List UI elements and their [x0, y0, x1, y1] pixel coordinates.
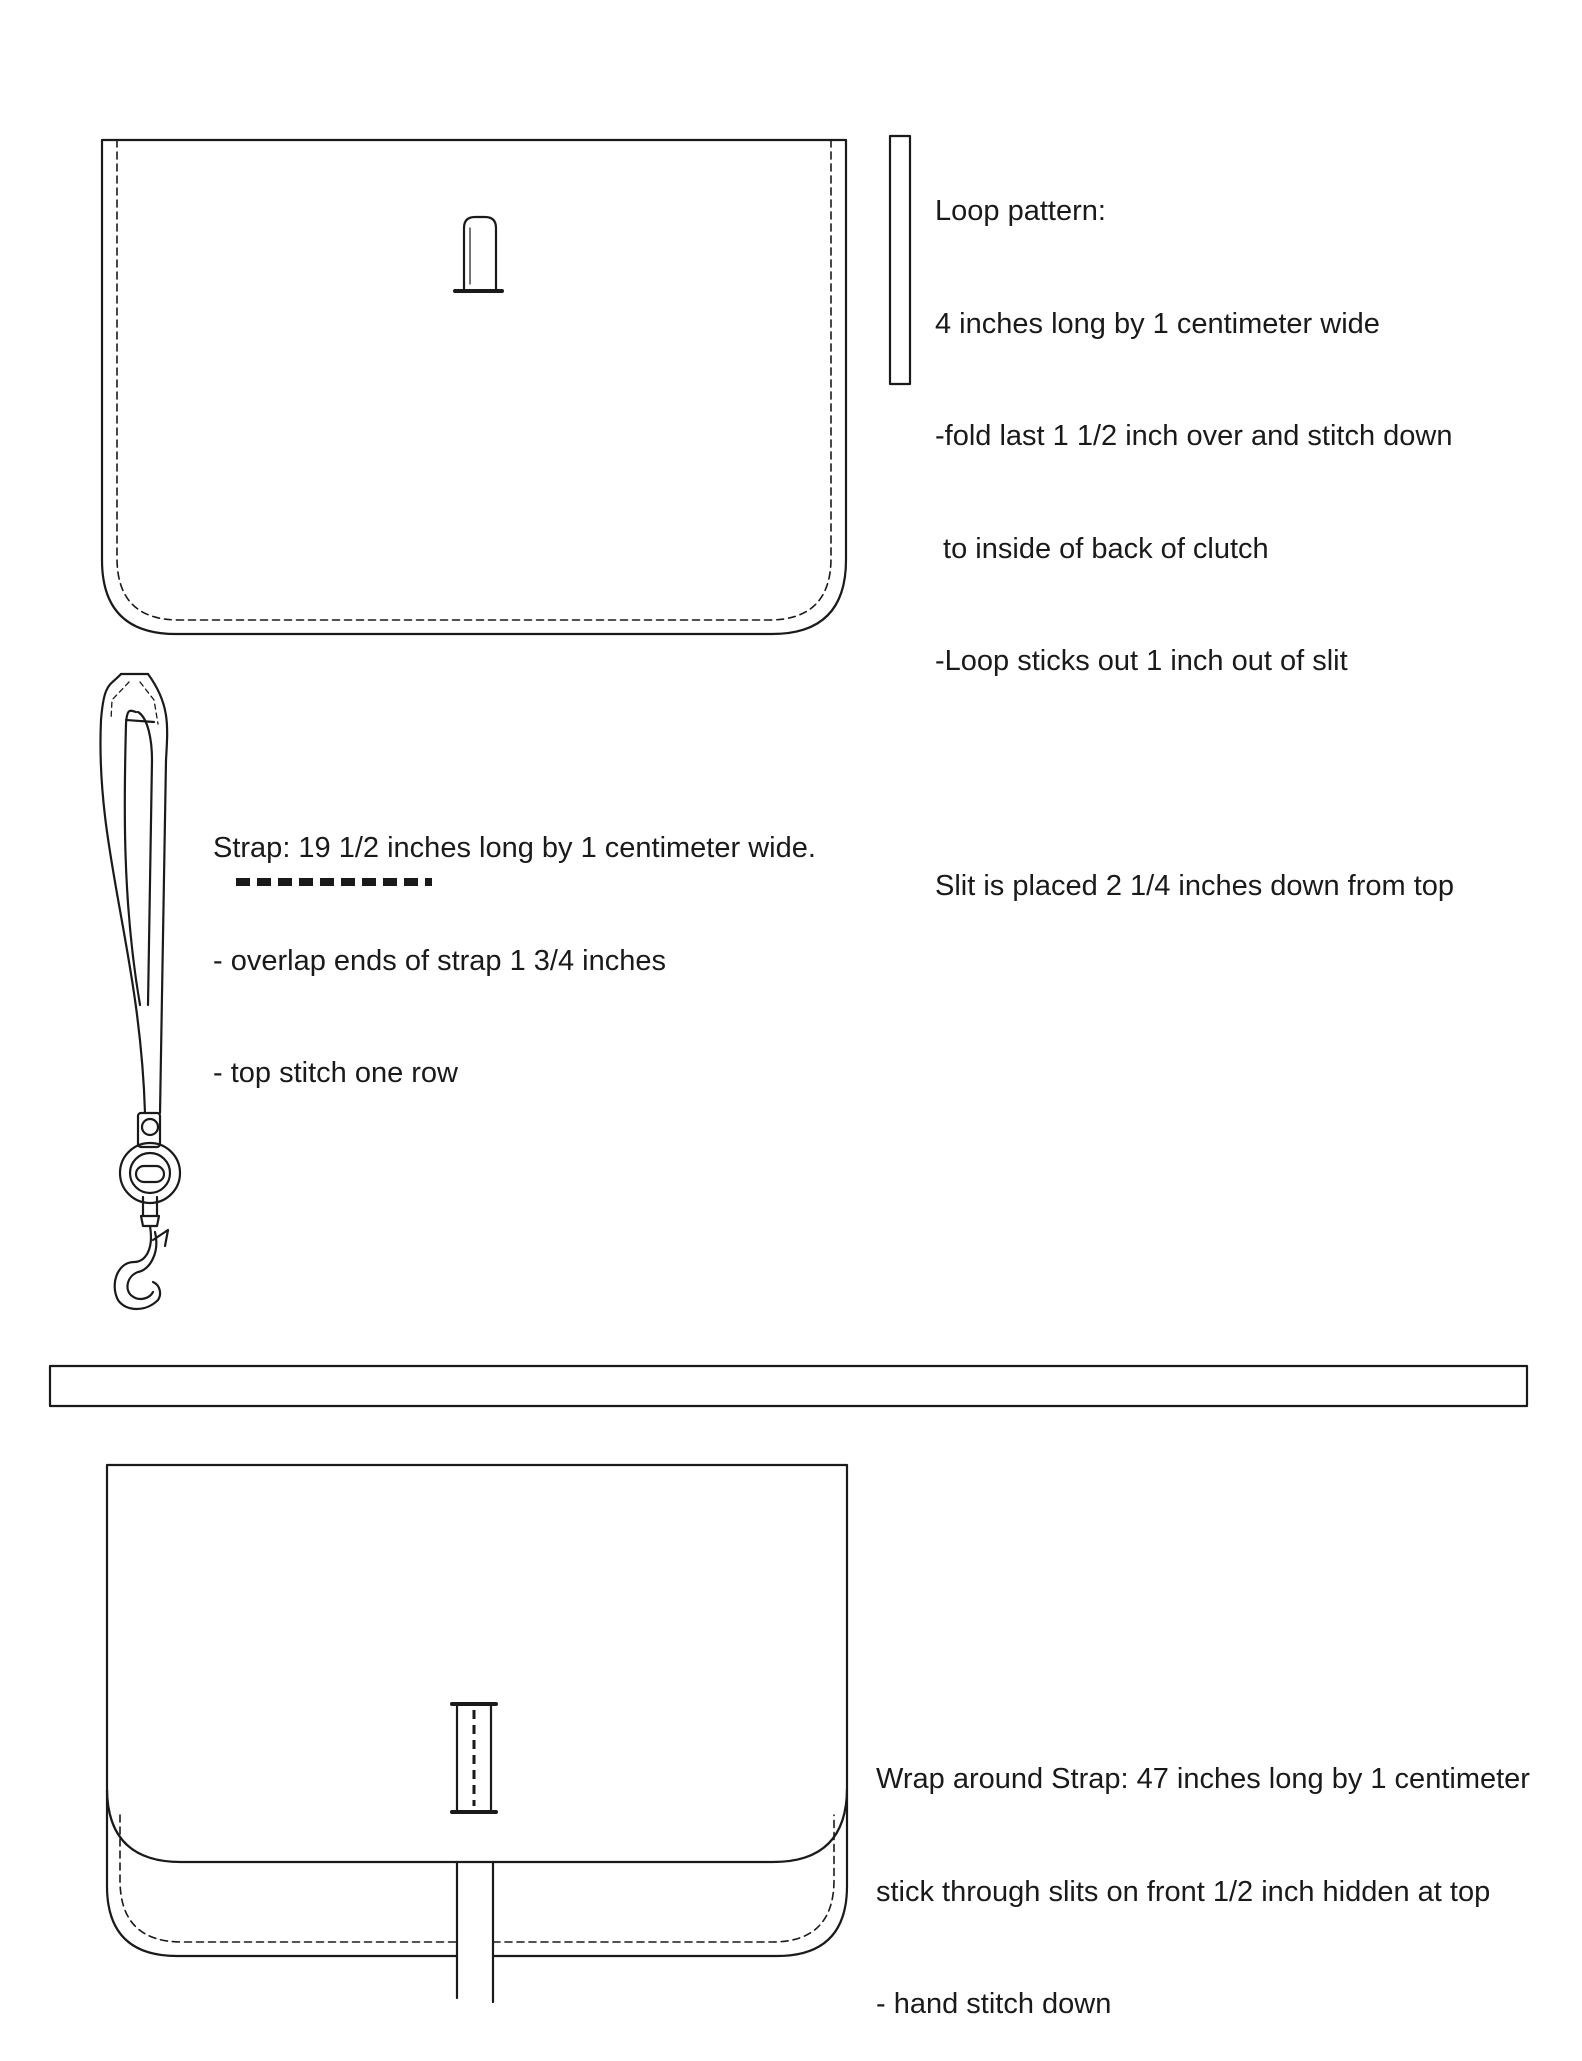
loop-note-heading: Loop pattern: — [935, 195, 1106, 227]
loop-on-back-panel — [455, 217, 502, 291]
strap-outer-edge — [100, 674, 145, 1113]
wrap-note-line-3: - hand stitch down — [876, 1988, 1112, 2020]
strap-overlap-stitch — [111, 682, 158, 724]
loop-note-line-2: -fold last 1 1/2 inch over and stitch down — [935, 420, 1453, 452]
wrap-note-line-1: Wrap around Strap: 47 inches long by 1 centimeter — [876, 1763, 1530, 1795]
loop-note-line-1: 4 inches long by 1 centimeter wide — [935, 307, 1380, 340]
wrap-strap-note — [876, 1686, 1530, 2061]
wrap-note-line-2: stick through slits on front 1/2 inch hidden at top — [876, 1875, 1491, 1908]
wrap-strap-pattern-piece — [50, 1366, 1527, 1406]
strap-note-line-1: Strap: 19 1/2 inches long by 1 centimeter wide. — [213, 832, 816, 864]
wrap-strap-tail — [457, 1862, 493, 2002]
wrist-strap-illustration — [100, 674, 180, 1309]
loop-tab — [464, 217, 496, 291]
strap-overlap-edge — [126, 720, 154, 722]
clutch-front-view — [107, 1465, 847, 2002]
wrap-strap-slit — [452, 1704, 496, 1812]
loop-note-line-3: to inside of back of clutch — [935, 532, 1269, 565]
strap-rivet — [142, 1119, 158, 1135]
strap-inner-edge-2 — [138, 712, 152, 1005]
snap-hook — [115, 1226, 160, 1309]
strap-inner-edge — [125, 711, 140, 1005]
strap-note-line-2: - overlap ends of strap 1 3/4 inches — [213, 944, 666, 977]
clutch-back-panel — [102, 140, 846, 634]
loop-pattern-note — [935, 118, 1454, 943]
clutch-body-outline — [107, 1790, 847, 1956]
loop-note-spacer — [935, 756, 1454, 794]
strap-note-line-3: - top stitch one row — [213, 1057, 458, 1089]
clutch-back-outline — [102, 140, 846, 634]
swivel-neck — [141, 1197, 159, 1226]
loop-note-line-4: -Loop sticks out 1 inch out of slit — [935, 645, 1348, 677]
loop-note-line-5: Slit is placed 2 1/4 inches down from top — [935, 870, 1455, 902]
loop-pattern-piece — [890, 136, 910, 384]
clutch-back-seam-line — [117, 140, 831, 620]
clutch-flap-outline — [107, 1465, 847, 1862]
swivel-bar — [136, 1166, 164, 1182]
strap-note — [213, 755, 816, 1130]
snap-hook-inner — [127, 1232, 156, 1299]
clutch-body-seam-line — [120, 1815, 834, 1942]
